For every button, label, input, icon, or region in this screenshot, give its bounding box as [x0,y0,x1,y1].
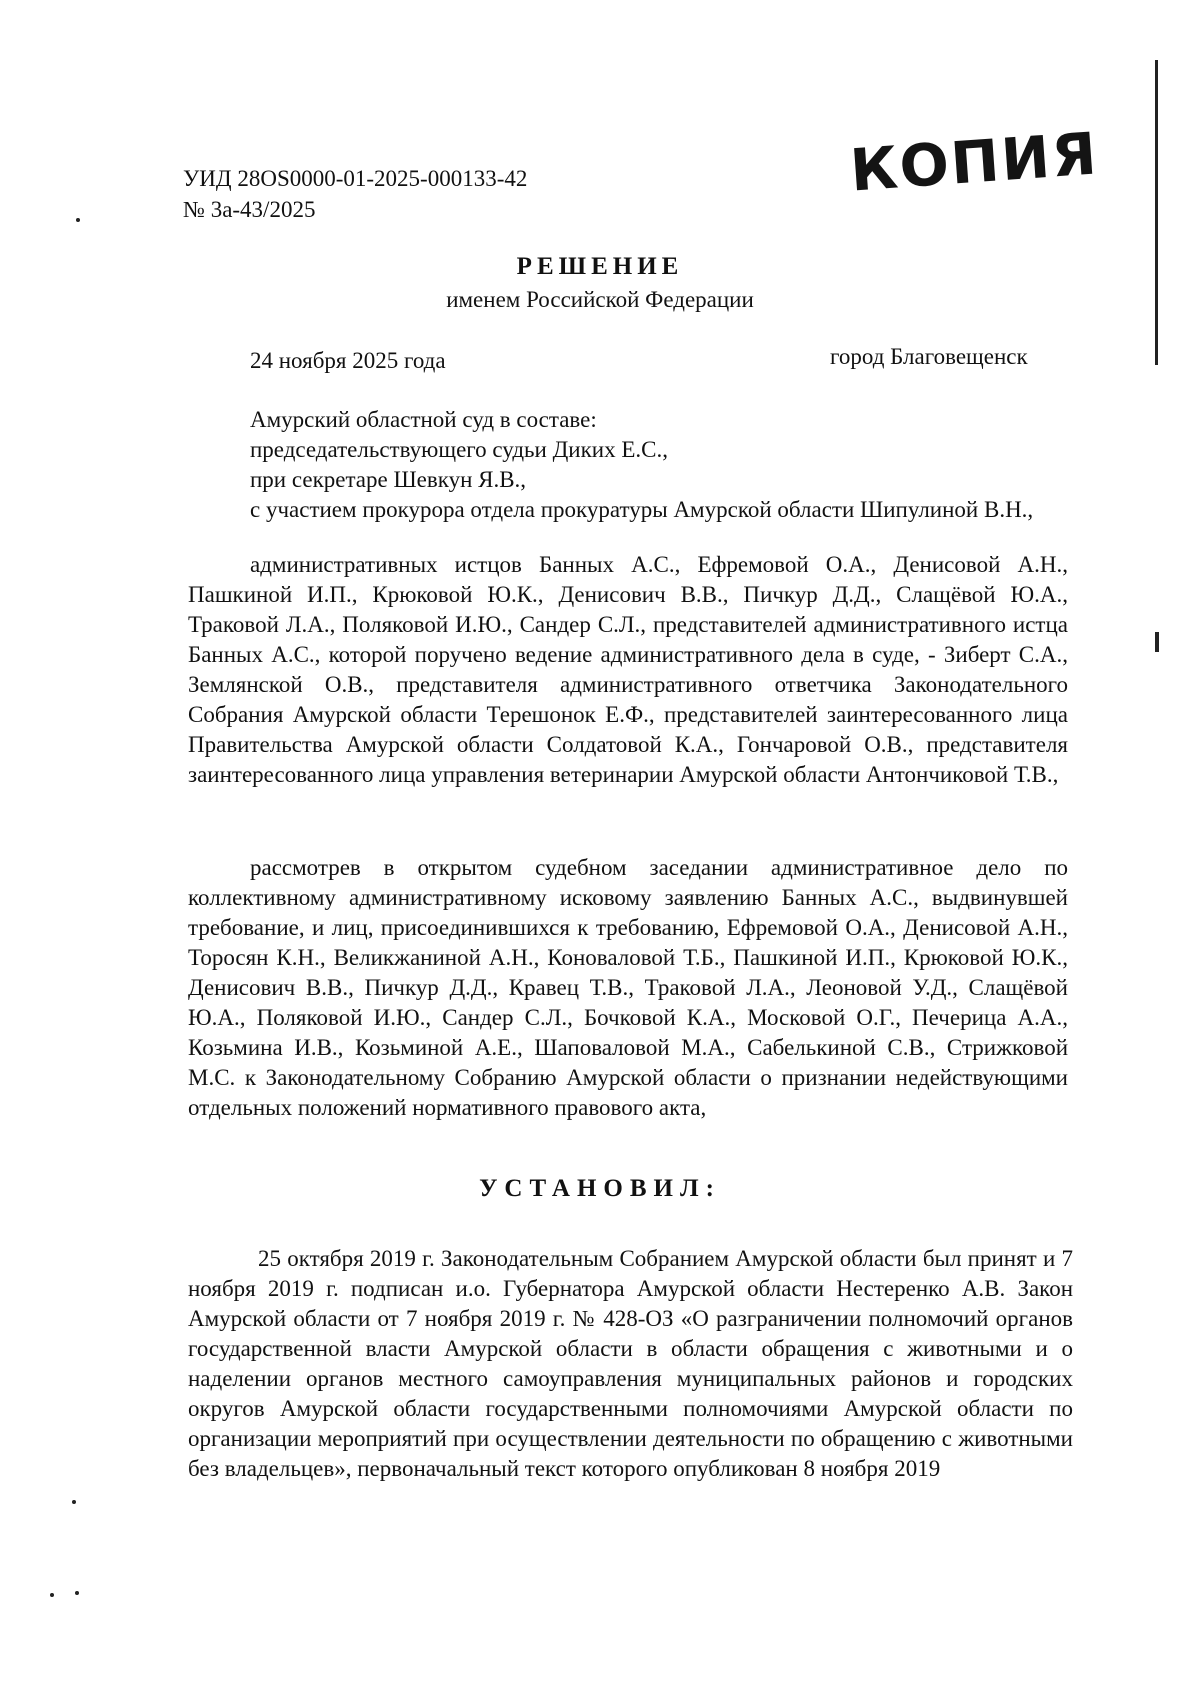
decision-subtitle: именем Российской Федерации [446,287,754,312]
scan-edge-line [1155,60,1158,365]
secretary-line: при секретаре Шевкун Я.В., [250,467,527,492]
scan-dot [75,1591,79,1595]
participants-paragraph: административных истцов Банных А.С., Ефремовой О.А., Денисовой А.Н., Пашкиной И.П., Крюковой Ю.К., Денисович В.В., Пичкур Д.Д., Слащёвой Ю.А., Траковой Л.А., Поляковой И.Ю., Сандер С.Л., представителей административного истца Банных А.С., которой поручено ведение административного дела в суде, - Зиберт С.А., Землянской О.В., представителя административного ответчика Законодательного Собрания Амурской области Терешонок Е.Ф., представителей заинтересованного лица Правительства Амурской области Солдатовой К.А., Гончаровой О.В., представителя заинтересованного лица управления ветеринарии Амурской области Антончиковой Т.В., [188,552,1068,787]
court-composition [188,405,1068,525]
scan-dot [72,1500,76,1504]
prosecutor-line: с участием прокурора отдела прокуратуры Амурской области Шипулиной В.Н., [250,497,1034,522]
case-uid: УИД 28OS0000-01-2025-000133-42 [183,166,528,191]
decision-title: РЕШЕНИЕ [516,253,684,280]
decision-date: 24 ноября 2025 года [250,348,446,373]
review-paragraph: рассмотрев в открытом судебном заседании административное дело по коллективному административному исковому заявлению Банных А.С., выдвинувшей требование, и лиц, присоединившихся к требованию, Ефремовой О.А., Денисовой А.Н., Торосян К.Н., Великжаниной А.Н., Коноваловой Т.Б., Пашкиной И.П., Крюковой Ю.К., Денисович В.В., Пичкур Д.Д., Кравец Т.В., Траковой Л.А., Леоновой У.Д., Слащёвой Ю.А., Поляковой И.Ю., Сандер С.Л., Бочковой К.А., Московой О.Г., Печерица А.А., Козьмина И.В., Козьминой А.Е., Шаповаловой М.А., Сабелькиной С.В., Стрижковой М.С. к Законодательному Собранию Амурской области о признании недействующими отдельных положений нормативного правового акта, [188,855,1068,1120]
case-number: № 3а-43/2025 [183,197,316,222]
scan-dot [76,218,80,222]
composition-line: Амурский областной суд в составе: [250,407,597,432]
document-title [0,252,1200,315]
established-paragraph: 25 октября 2019 г. Законодательным Собранием Амурской области был принят и 7 ноября 2019 г. подписан и.о. Губернатора Амурской области Нестеренко А.В. Закон Амурской области от 7 ноября 2019 г. № 428-ОЗ «О разграничении полномочий органов государственной власти Амурской области в области обращения с животными и о наделении органов местного самоуправления муниципальных районов и городских округов Амурской области государственными полномочиями Амурской области по организации мероприятий при осуществлении деятельности по обращению с животными без владельцев», первоначальный текст которого опубликован 8 ноября 2019 [188,1246,1073,1481]
scan-mark [1155,632,1159,652]
established-heading: УСТАНОВИЛ: [479,1175,721,1202]
case-header [183,163,527,225]
scan-dot [50,1593,54,1597]
decision-city: город Благовещенск [830,344,1028,369]
copy-stamp: КОПИЯ [847,119,1101,205]
judge-line: председательствующего судьи Диких Е.С., [250,437,668,462]
